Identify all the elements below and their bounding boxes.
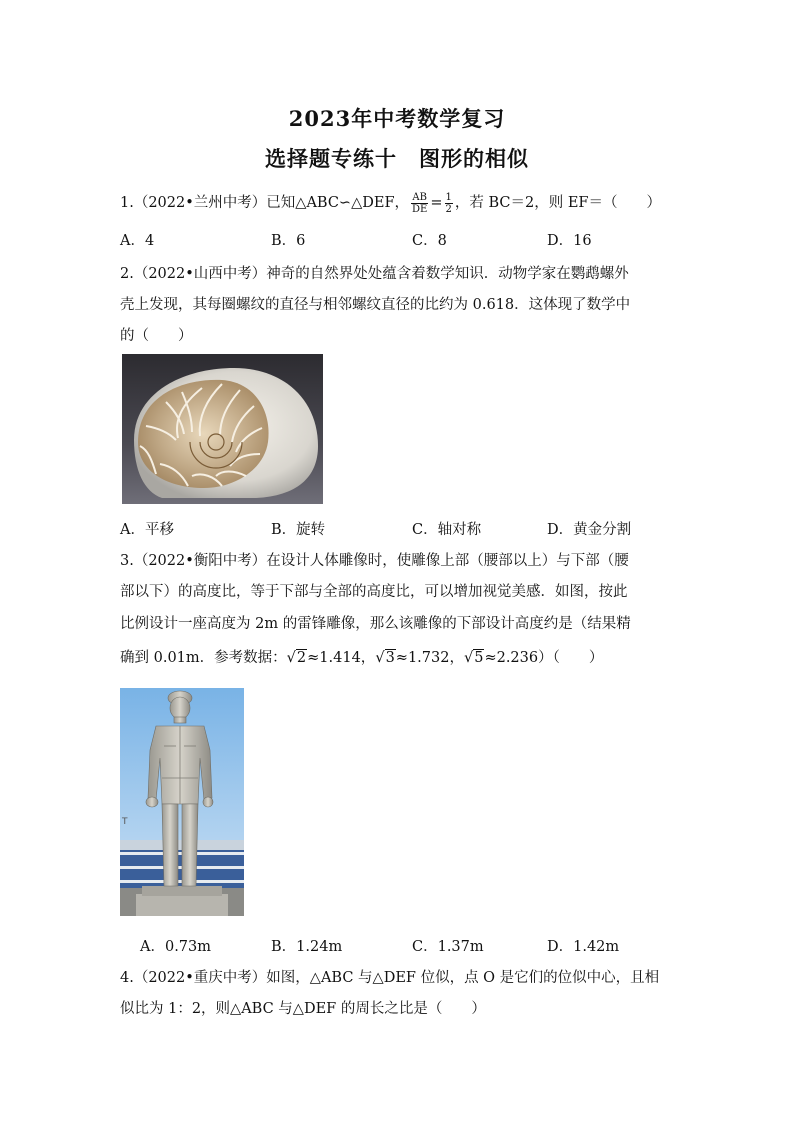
document-subtitle: 选择题专练十 图形的相似 (265, 146, 529, 171)
question-2-line-2: 壳上发现，其每圈螺纹的直径与相邻螺纹直径的比约为 0.618．这体现了数学中 (120, 297, 631, 313)
question-3-line-1: 3.（2022•衡阳中考）在设计人体雕像时，使雕像上部（腰部以上）与下部（腰 (120, 553, 629, 569)
nautilus-shell-image (122, 354, 323, 504)
question-1-prefix: 1.（2022•兰州中考）已知△ABC∽△DEF， (120, 195, 410, 211)
fraction-ab-de: $\frac{AB}{DE}$ (412, 191, 428, 215)
q1-option-c: C．8 (412, 233, 447, 249)
question-1: 1.（2022•兰州中考）已知△ABC∽△DEF， $\frac{AB}{DE}$ = $\frac{1}{2}$ ，若 BC＝2，则 EF＝（ ） (120, 191, 661, 215)
question-3-line-4: 确到 0.01m．参考数据：√2≈1.414，√3≈1.732，√5≈2.236）（ ） (120, 650, 604, 666)
question-3-line-2: 部以下）的高度比，等于下部与全部的高度比，可以增加视觉美感．如图，按此 (120, 584, 628, 600)
svg-text:T: T (122, 817, 128, 827)
question-3-line-3: 比例设计一座高度为 2m 的雷锋雕像，那么该雕像的下部设计高度约是（结果精 (120, 616, 631, 632)
q3-option-b: B．1.24m (271, 939, 343, 955)
q2-option-d: D．黄金分割 (547, 522, 632, 538)
question-4-line-1: 4.（2022•重庆中考）如图，△ABC 与△DEF 位似，点 O 是它们的位似中心，且相 (120, 970, 660, 986)
question-1-suffix: ，若 BC＝2，则 EF＝（ ） (454, 195, 661, 211)
q1-option-a: A．4 (120, 233, 155, 249)
document-title: 2023年中考数学复习 (288, 106, 506, 131)
q2-option-a: A．平移 (120, 522, 174, 538)
q1-option-d: D．16 (547, 233, 592, 249)
q3-option-a: A．0.73m (140, 939, 212, 955)
q2-option-b: B．旋转 (271, 522, 326, 538)
sqrt-5: √5 (463, 650, 484, 666)
sqrt-2: √2 (286, 650, 307, 666)
question-4-line-2: 似比为 1：2，则△ABC 与△DEF 的周长之比是（ ） (120, 1001, 486, 1017)
question-2-line-1: 2.（2022•山西中考）神奇的自然界处处蕴含着数学知识．动物学家在鹦鹉螺外 (120, 266, 629, 282)
q1-option-b: B．6 (271, 233, 306, 249)
q3-option-d: D．1.42m (547, 939, 620, 955)
sqrt-3: √3 (375, 650, 395, 666)
question-2-line-3: 的（ ） (120, 328, 193, 344)
fraction-one-half: $\frac{1}{2}$ (445, 191, 452, 215)
q3-option-c: C．1.37m (412, 939, 484, 955)
q2-option-c: C．轴对称 (412, 522, 482, 538)
statue-image (120, 688, 244, 916)
